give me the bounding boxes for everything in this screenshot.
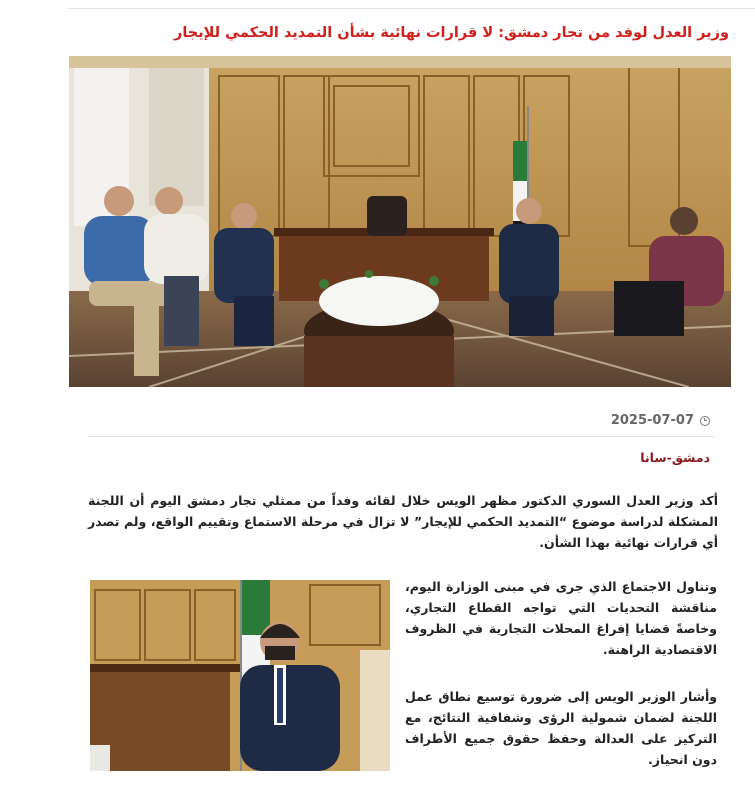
meta-divider bbox=[88, 436, 715, 437]
article-paragraph-2: وتناول الاجتماع الذي جرى في مبنى الوزارة اليوم، مناقشة التحديات التي تواجه القطاع التجاري، وخاصةً قضايا إفراغ المحلات التجارية في الظروف الاقتصادية الراهنة. bbox=[405, 579, 717, 657]
article-date: 2025-07-07 bbox=[610, 413, 694, 428]
article-title[interactable]: وزير العدل لوفد من تجار دمشق: لا قرارات نهائية بشأن التمديد الحكمي للإيجار bbox=[173, 25, 729, 41]
clock-icon bbox=[700, 416, 710, 426]
top-divider bbox=[68, 8, 755, 9]
article-date-row bbox=[611, 413, 710, 428]
article-paragraph-1: أكد وزير العدل السوري الدكتور مظهر الويس خلال لقائه وفداً من ممثلي تجار دمشق اليوم أن اللجنة المشكلة لدراسة موضوع “التمديد الحكمي للإيجار” لا تزال في مرحلة الاستماع وتقييم الواقع، ولم تصدر أي قرارات نهائية بهذا الشأن. bbox=[88, 493, 718, 550]
inline-photo bbox=[90, 580, 390, 771]
article-paragraph-3: وأشار الوزير الويس إلى ضرورة توسيع نطاق عمل اللجنة لضمان شمولية الرؤى وشفافية النتائج، مع التركيز على العدالة وحفظ حقوق جميع الأطراف دون انحياز. bbox=[405, 689, 717, 767]
article-source: دمشق-سانا bbox=[640, 450, 710, 465]
hero-photo bbox=[69, 56, 731, 387]
